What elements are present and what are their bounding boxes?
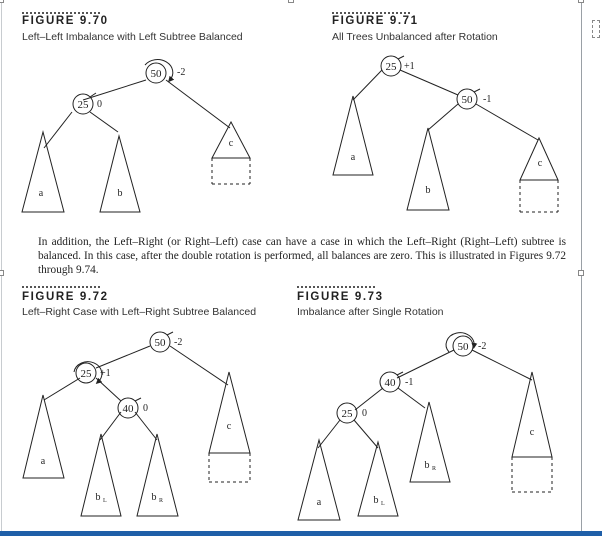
figure-label-9-73: FIGURE 9.73	[297, 291, 384, 303]
subtree-b-triangle	[407, 128, 449, 210]
subtree-label: a	[38, 188, 44, 199]
subtree-label: c	[529, 427, 535, 438]
subtree-c-triangle	[512, 372, 552, 457]
subtree-label: c	[226, 421, 232, 432]
subtree-label: c	[228, 138, 234, 149]
figure-9-71-diagram	[333, 56, 558, 212]
node-balance: -1	[405, 377, 414, 388]
body-paragraph: In addition, the Left–Right (or Right–Left) case can have a case in which the Left–Right (Right–Left) subtree is balanced. In this case, after the double rotation is performed, all balances are zero. This is illustrated in Figures 9.72 through 9.74.	[38, 236, 566, 276]
subtree-c-triangle	[209, 372, 250, 453]
subtree-bR-triangle	[137, 434, 178, 516]
node-key: 50	[150, 68, 162, 80]
subtree-a-triangle	[333, 96, 373, 175]
subtree-b-triangle	[100, 136, 140, 212]
subtree-label: b	[95, 492, 101, 503]
subtree-label: b	[151, 492, 157, 503]
node-key: 40	[384, 377, 396, 389]
subtree-subscript: R	[432, 466, 437, 472]
subtree-a-triangle	[298, 440, 340, 520]
subtree-label: b	[425, 185, 431, 196]
subtree-label: a	[40, 456, 46, 467]
node-key: 50	[154, 337, 166, 349]
node-balance: -2	[478, 341, 487, 352]
subtree-label: b	[424, 460, 430, 471]
node-balance: -2	[174, 337, 183, 348]
figure-9-71-labels	[351, 61, 543, 196]
node-balance: +1	[404, 61, 415, 72]
figure-9-73-labels	[317, 341, 535, 508]
node-balance: 0	[362, 408, 367, 419]
figure-9-73-diagram	[298, 333, 552, 520]
subtree-label: b	[373, 495, 379, 506]
figure-label-9-70: FIGURE 9.70	[22, 15, 109, 27]
subtree-bR-triangle	[410, 402, 450, 482]
node-balance: 0	[97, 99, 102, 110]
node-balance: 0	[143, 403, 148, 414]
node-key: 25	[77, 99, 89, 111]
node-key: 25	[341, 408, 353, 420]
figure-caption-9-73: Imbalance after Single Rotation	[297, 306, 444, 318]
subtree-bL-triangle	[81, 434, 121, 516]
node-key: 25	[385, 61, 397, 73]
subtree-subscript: L	[381, 501, 385, 507]
node-balance: -2	[177, 67, 186, 78]
subtree-a-triangle	[22, 132, 64, 212]
figure-label-9-71: FIGURE 9.71	[332, 15, 419, 27]
node-balance: +1	[100, 368, 111, 379]
subtree-label: b	[117, 188, 123, 199]
figure-9-70-labels	[39, 67, 234, 199]
node-key: 50	[461, 94, 473, 106]
subtree-subscript: L	[103, 498, 107, 504]
node-balance: -1	[483, 94, 492, 105]
node-key: 50	[457, 341, 469, 353]
figure-caption-9-72: Left–Right Case with Left–Right Subtree Balanced	[22, 306, 257, 318]
figure-9-70-diagram	[22, 60, 250, 212]
subtree-label: a	[350, 152, 356, 163]
figure-9-72-diagram	[23, 332, 250, 516]
figure-caption-9-71: All Trees Unbalanced after Rotation	[332, 31, 498, 43]
figure-caption-9-70: Left–Left Imbalance with Left Subtree Balanced	[22, 31, 243, 43]
subtree-subscript: R	[159, 498, 164, 504]
subtree-label: c	[537, 158, 543, 169]
figure-9-72-labels	[41, 337, 232, 504]
figure-label-9-72: FIGURE 9.72	[22, 291, 109, 303]
subtree-label: a	[316, 497, 322, 508]
node-key: 40	[122, 403, 134, 415]
node-key: 25	[80, 368, 92, 380]
